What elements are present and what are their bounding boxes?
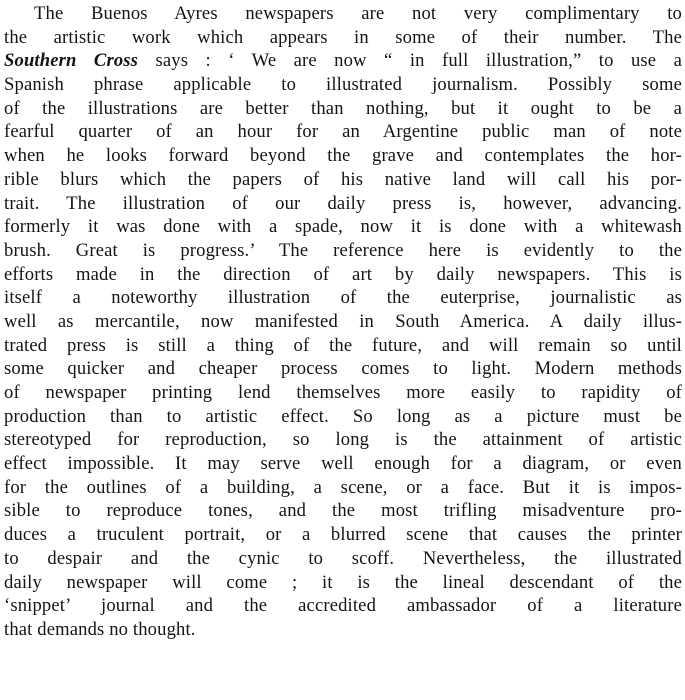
- text-line-3: [4, 49, 682, 73]
- text-line-14: well as mercantile, now manifested in South America. A daily illus-: [4, 310, 682, 332]
- text-line-19: stereotyped for reproduction, so long is the attainment of artistic: [4, 429, 682, 451]
- article-text: [4, 2, 682, 642]
- text-line-12: efforts made in the direction of art by daily newspapers. This is: [4, 263, 682, 285]
- text-line-11: brush. Great is progress.’ The reference here is evidently to the: [4, 239, 682, 261]
- text-line-26: ‘snippet’ journal and the accredited ambassador of a literature: [4, 595, 682, 617]
- text-line-10: formerly it was done with a spade, now it is done with a whitewash: [4, 216, 682, 238]
- text-line-9: trait. The illustration of our daily press is, however, advancing.: [4, 192, 682, 214]
- text-line-7: when he looks forward beyond the grave and contemplates the hor-: [4, 145, 682, 167]
- text-line-21: for the outlines of a building, a scene, or a face. But it is impos-: [4, 476, 682, 498]
- text-line-4: Spanish phrase applicable to illustrated journalism. Possibly some: [4, 74, 682, 96]
- text-line-27: that demands no thought.: [4, 618, 196, 640]
- text-line-18: production than to artistic effect. So long as a picture must be: [4, 405, 682, 427]
- text-line-1: The Buenos Ayres newspapers are not very complimentary to: [34, 3, 682, 24]
- text-line-17: of newspaper printing lend themselves more easily to rapidity of: [4, 382, 682, 403]
- italic-phrase: Southern Cross: [4, 50, 139, 72]
- text-line-23: duces a truculent portrait, or a blurred scene that causes the printer: [4, 524, 682, 546]
- text-line-25: daily newspaper will come ; it is the lineal descendant of the: [4, 571, 682, 593]
- text-line-15: trated press is still a thing of the future, and will remain so until: [4, 334, 682, 356]
- text-line-3-rest: says : ‘ We are now “ in full illustration,” to use a: [138, 50, 682, 72]
- text-line-16: some quicker and cheaper process comes to light. Modern methods: [4, 358, 682, 380]
- text-line-2: the artistic work which appears in some of their number. The: [4, 26, 682, 48]
- text-line-8: rible blurs which the papers of his native land will call his por-: [4, 168, 682, 190]
- text-line-6: fearful quarter of an hour for an Argentine public man of note: [4, 121, 682, 143]
- text-line-24: to despair and the cynic to scoff. Nevertheless, the illustrated: [4, 547, 682, 569]
- text-line-5: of the illustrations are better than nothing, but it ought to be a: [4, 97, 682, 119]
- text-line-13: itself a noteworthy illustration of the euterprise, journalistic as: [4, 287, 682, 309]
- text-line-20: effect impossible. It may serve well enough for a diagram, or even: [4, 453, 682, 475]
- text-line-22: sible to reproduce tones, and the most trifling misadventure pro-: [4, 500, 682, 522]
